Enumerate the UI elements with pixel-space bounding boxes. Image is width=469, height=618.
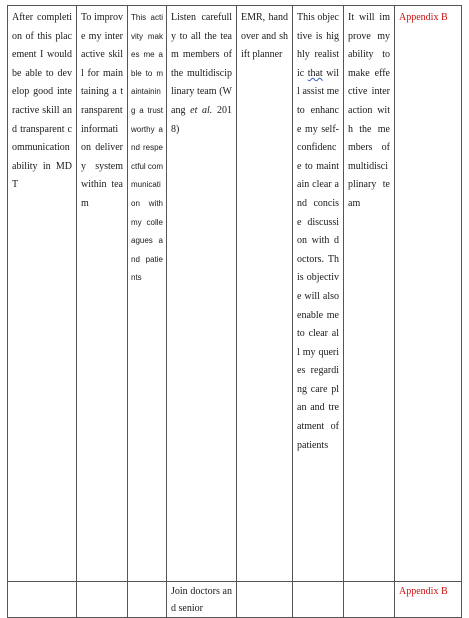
strategy-text: Listen carefully to all the team members of the multidisciplinary team (Wang et al. 2018): [171, 12, 232, 135]
measurable-text: This activity makes me able to maintaining a trustworthy and respectful communication with my colleagues and patients: [131, 13, 164, 283]
measurable-cell: [128, 6, 167, 582]
objective-text: To improve my interactive skill for maintaining a transparent information delivery system within team: [81, 12, 123, 209]
table-row: [8, 581, 462, 617]
goal-cell: [8, 581, 77, 617]
citation-et-al: et al.: [190, 104, 213, 116]
strategy-cell: [167, 581, 237, 617]
goal-text: After completion of this placement I would be able to develop good interactive skill and transparent communication ability in MDT: [12, 12, 72, 191]
table-row: [8, 6, 462, 582]
outcome-text: It will improve my ability to make effective interaction with the members of multidisciplinary team: [348, 12, 390, 209]
realistic-cell: [293, 6, 344, 582]
strategy-text: Join doctors and senior: [171, 585, 232, 614]
realistic-cell: [293, 581, 344, 617]
resources-cell: [237, 6, 293, 582]
goal-cell: [8, 6, 77, 582]
objective-cell: [77, 6, 128, 582]
realistic-text: This objective is highly realistic that will assist me to enhance my self-confidence to maintain clear and concise discussion with doctors. This objective will also enable me to clear all my queries regarding care plan and treatment of patients: [297, 12, 339, 451]
measurable-cell: [128, 581, 167, 617]
resources-text: EMR, handover and shift planner: [241, 12, 288, 61]
appendix-reference: Appendix B: [399, 585, 448, 597]
evidence-cell: [395, 581, 462, 617]
objective-cell: [77, 581, 128, 617]
evidence-cell: [395, 6, 462, 582]
resources-cell: [237, 581, 293, 617]
spellcheck-underlined-word: that: [307, 67, 323, 79]
outcome-cell: [344, 581, 395, 617]
smart-objectives-table: [7, 5, 462, 618]
outcome-cell: [344, 6, 395, 582]
strategy-cell: [167, 6, 237, 582]
appendix-reference: Appendix B: [399, 12, 448, 23]
